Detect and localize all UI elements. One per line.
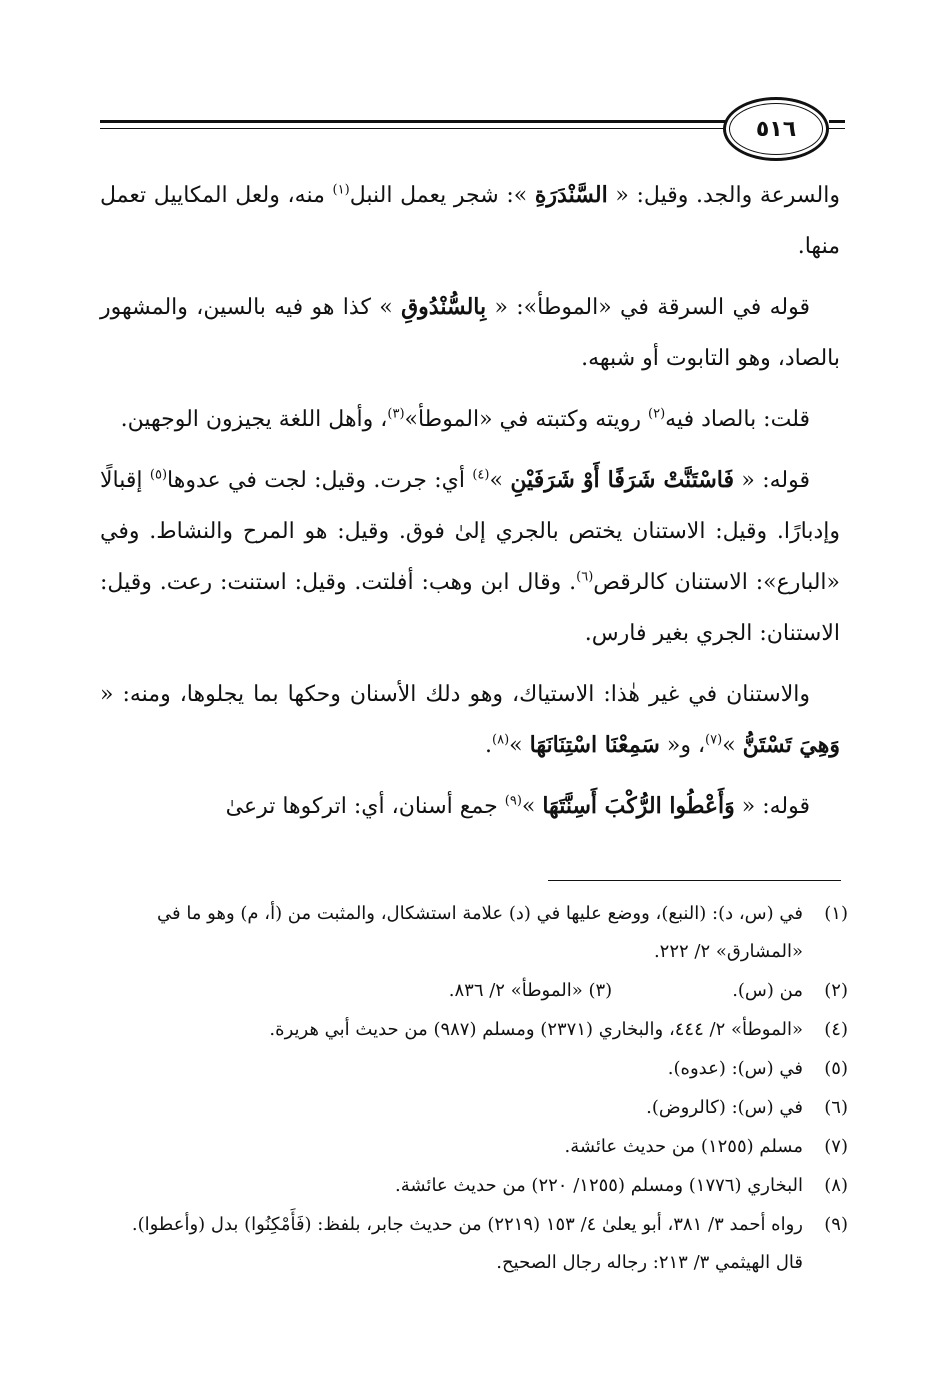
footnote-item: [100, 1206, 848, 1282]
footnote-item: [100, 895, 848, 971]
footnote-text: من (س).: [732, 980, 803, 1001]
footnote-number: (٨): [824, 1175, 848, 1196]
paragraph-p2: قوله في السرقة في «الموطأ»: « بِالسُّنْدُوقِ » كذا هو فيه بالسين، والمشهور بالصاد، وهو التابوت أو شبهه.: [100, 294, 840, 371]
quoted-hadith-text: السَّنْدَرَةِ: [534, 182, 608, 208]
header-rule-thin: [100, 128, 725, 129]
footnote-number: (٥): [824, 1058, 848, 1079]
footnote-text: في (س): (كالروض).: [646, 1097, 803, 1118]
footnote-marker: (٧): [705, 732, 723, 748]
footnotes: [100, 895, 848, 1283]
footnote-number: (١): [824, 903, 848, 924]
footnote-marker: (٩): [504, 793, 522, 809]
footnote-marker: (١): [332, 182, 350, 198]
footnote-text: في (س): (عدوه).: [667, 1058, 803, 1079]
footnote-marker: (٦): [576, 569, 594, 585]
footnote-number: (٩): [824, 1214, 848, 1235]
footnote-item: [100, 1167, 848, 1205]
footnote-text-second: [449, 972, 612, 1010]
footnote-marker: (٨): [492, 732, 510, 748]
footnote-marker: (٣): [387, 406, 405, 422]
page-header: [100, 92, 845, 162]
header-rule-right-thick: [829, 120, 845, 123]
footnote-marker: (٢): [648, 406, 666, 422]
quoted-hadith-text: بِالسُّنْدُوقِ: [401, 294, 487, 320]
footnote-number: (٢): [824, 980, 848, 1001]
footnote-item: [100, 1050, 848, 1088]
quoted-hadith-text: سَمِعْنَا اسْتِنَانَهَا: [529, 732, 660, 758]
footnote-text: البخاري (١٧٧٦) ومسلم (١٢٥٥/ ٢٢٠) من حديث عائشة.: [395, 1175, 803, 1196]
footnote-text: في (س، د): (النبع)، ووضع عليها في (د) علامة استشكال، والمثبت من (أ، م) وهو ما في «المشارق» ٢/ ٢٢٢.: [156, 903, 803, 962]
footnote-item: [100, 1089, 848, 1127]
paragraph-p5: والاستنان في غير هٰذا: الاستياك، وهو دلك الأسنان وحكها بما يجلوها، ومنه: « وَهِيَ تَسْتَنُّ »$^{(٧)}$، و« سَمِعْنَا اسْتِنَانَهَا »$^{(٨)}$.: [100, 682, 840, 758]
footnote-number-second: (٣): [588, 980, 613, 1001]
footnote-text: «الموطأ» ٢/ ٤٤٤، والبخاري (٢٣٧١) ومسلم (٩٨٧) من حديث أبي هريرة.: [269, 1019, 803, 1040]
footnote-number: (٤): [824, 1019, 848, 1040]
main-text: [100, 170, 840, 842]
footnote-marker: (٤): [472, 467, 490, 483]
footnote-text: «الموطأ» ٢/ ٨٣٦.: [448, 980, 583, 1001]
page-number: ٥١٦: [723, 97, 829, 161]
paragraph-p6: قوله: « وَأَعْطُوا الرُّكْبَ أَسِنَّتَهَا »$^{(٩)}$ جمع أسنان، أي: اتركوها ترعىٰ: [225, 793, 810, 819]
footnote-item: [100, 972, 848, 1010]
footnote-separator: [548, 880, 841, 881]
quoted-hadith-text: وَهِيَ تَسْتَنُّ: [742, 732, 840, 758]
footnote-text: رواه أحمد ٣/ ٣٨١، أبو يعلىٰ ٤/ ١٥٣ (٢٢١٩) من حديث جابر، بلفظ: (فَأَمْكِنُوا) بدل (وأعطوا). قال الهيثمي ٣/ ٢١٣: رجاله رجال الصحيح.: [131, 1214, 803, 1273]
quoted-hadith-text: وَأَعْطُوا الرُّكْبَ أَسِنَّتَهَا: [542, 793, 735, 819]
paragraph-p4: قوله: « فَاسْتَنَّتْ شَرَفًا أَوْ شَرَفَيْنِ »$^{(٤)}$ أي: جرت. وقيل: لجت في عدوها$^{(٥)}$ إقبالًا وإدبارًا. وقيل: الاستنان يختص بالجري إلىٰ فوق. وقيل: هو المرح والنشاط. وفي «البارع»: الاستنان كالرقص$^{(٦)}$. وقال ابن وهب: أفلتت. وقيل: استنت: رعت. وقيل: الاستنان: الجري بغير فارس.: [100, 467, 840, 646]
footnote-item: [100, 1128, 848, 1166]
quoted-hadith-text: فَاسْتَنَّتْ شَرَفًا أَوْ شَرَفَيْنِ: [510, 467, 734, 493]
footnote-text: مسلم (١٢٥٥) من حديث عائشة.: [564, 1136, 803, 1157]
footnote-marker: (٥): [149, 467, 168, 483]
footnote-item: [100, 1011, 848, 1049]
paragraph-p3: قلت: بالصاد فيه$^{(٢)}$ رويته وكتبته في «الموطأ»$^{(٣)}$، وأهل اللغة يجيزون الوجهين.: [120, 406, 810, 432]
paragraph-p1: والسرعة والجد. وقيل: « السَّنْدَرَةِ »: شجر يعمل النبل$^{(١)}$ منه، ولعل المكاييل تعمل منها.: [100, 182, 840, 259]
header-rule-right-thin: [829, 128, 845, 129]
footnote-number: (٧): [824, 1136, 848, 1157]
footnote-number: (٦): [824, 1097, 848, 1118]
header-rule-thick: [100, 120, 725, 123]
